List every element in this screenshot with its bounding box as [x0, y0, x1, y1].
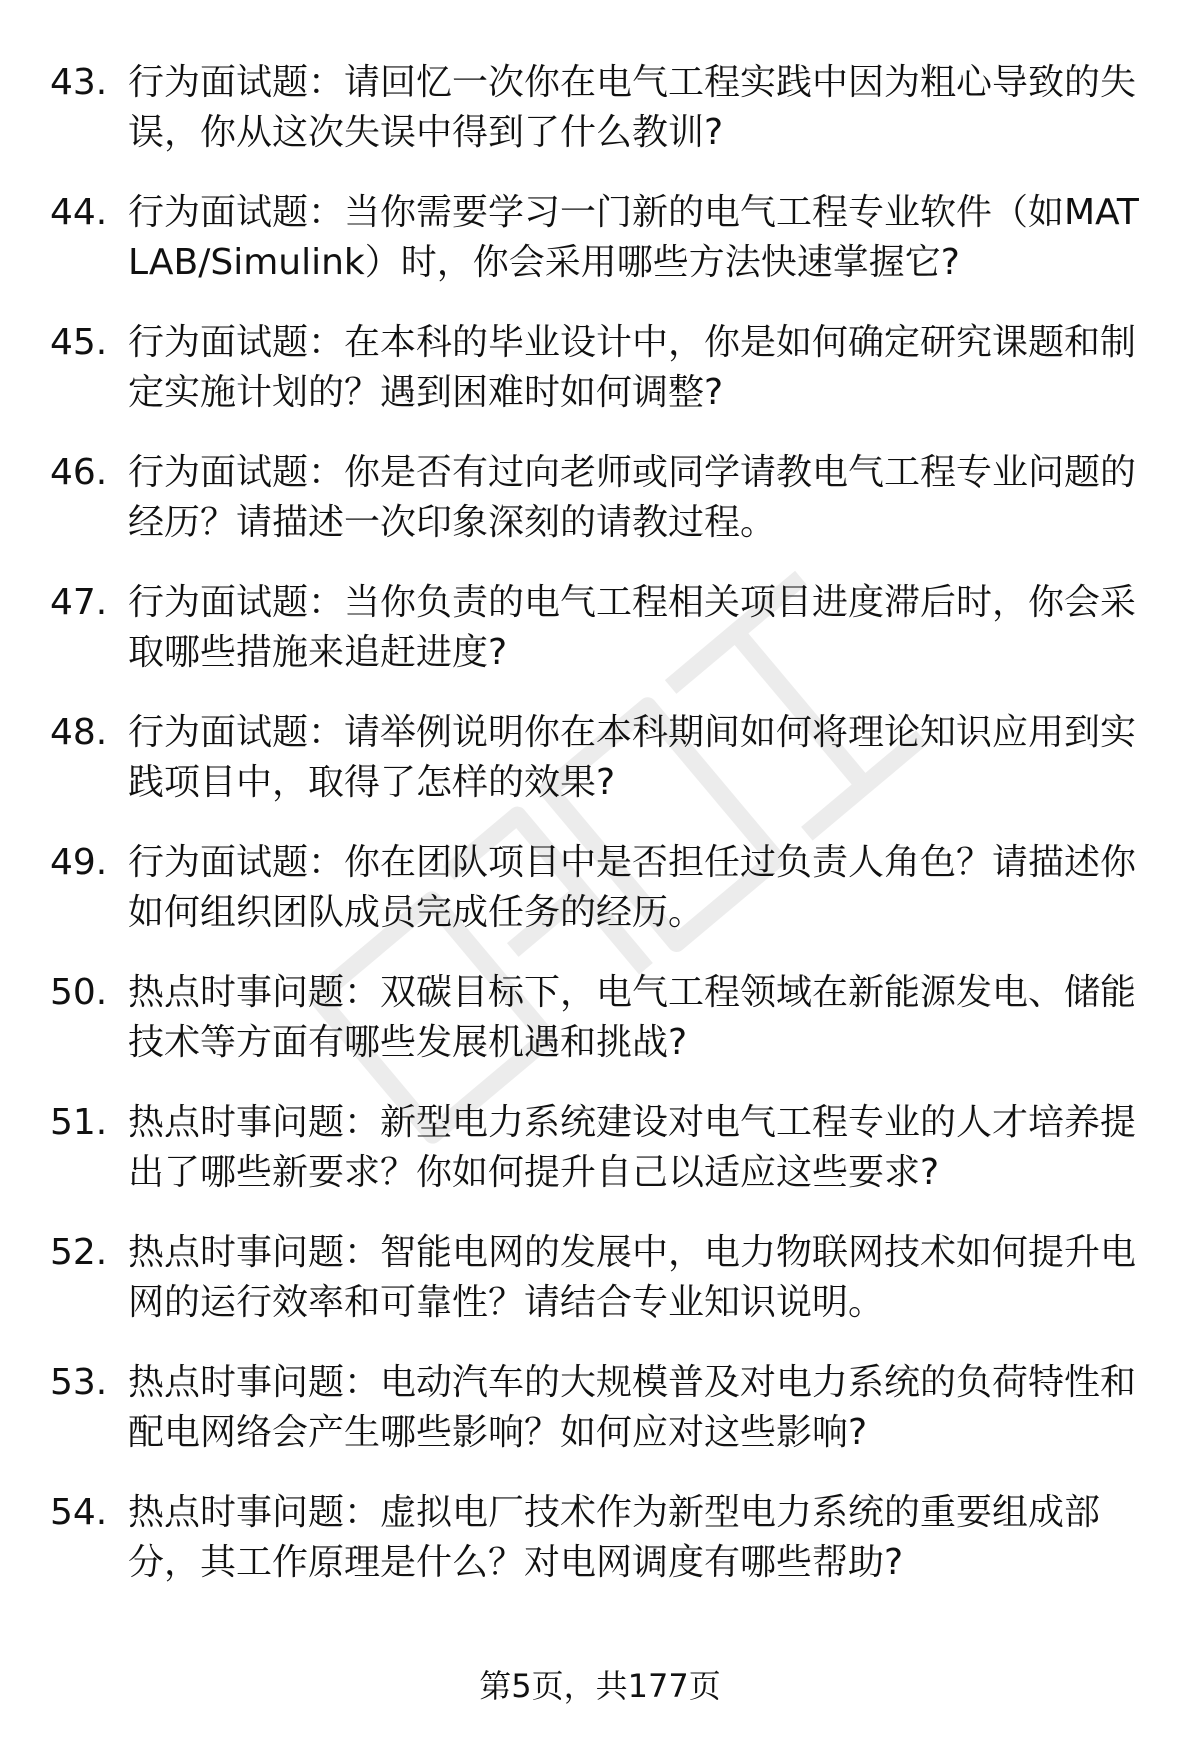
question-item — [0, 708, 1200, 838]
question-item — [0, 318, 1200, 448]
question-text: 行为面试题：请举例说明你在本科期间如何将理论知识应用到实践项目中，取得了怎样的效果? — [128, 712, 1137, 803]
question-number: 47. — [50, 582, 108, 623]
question-number: 48. — [50, 712, 108, 753]
question-number: 54. — [50, 1492, 108, 1533]
question-text: 热点时事问题：新型电力系统建设对电气工程专业的人才培养提出了哪些新要求？你如何提升自己以适应这些要求? — [128, 1102, 1137, 1193]
question-item — [0, 838, 1200, 968]
question-item — [0, 448, 1200, 578]
question-text: 热点时事问题：智能电网的发展中，电力物联网技术如何提升电网的运行效率和可靠性？请结合专业知识说明。 — [128, 1232, 1137, 1323]
question-number: 52. — [50, 1232, 108, 1273]
question-item — [0, 578, 1200, 708]
question-number: 46. — [50, 452, 108, 493]
question-text: 热点时事问题：电动汽车的大规模普及对电力系统的负荷特性和配电网络会产生哪些影响？如何应对这些影响? — [128, 1362, 1137, 1453]
question-number: 49. — [50, 842, 108, 883]
question-text: 行为面试题：请回忆一次你在电气工程实践中因为粗心导致的失误，你从这次失误中得到了什么教训? — [128, 62, 1137, 153]
question-item — [0, 1358, 1200, 1488]
question-number: 53. — [50, 1362, 108, 1403]
question-item — [0, 1098, 1200, 1228]
question-item — [0, 188, 1200, 318]
question-item — [0, 58, 1200, 188]
question-text: 行为面试题：在本科的毕业设计中，你是如何确定研究课题和制定实施计划的？遇到困难时如何调整? — [128, 322, 1137, 413]
question-item — [0, 968, 1200, 1098]
question-item — [0, 1228, 1200, 1358]
question-text: 热点时事问题：虚拟电厂技术作为新型电力系统的重要组成部分，其工作原理是什么？对电网调度有哪些帮助? — [128, 1492, 1101, 1583]
question-number: 43. — [50, 62, 108, 103]
question-text: 行为面试题：你是否有过向老师或同学请教电气工程专业问题的经历？请描述一次印象深刻的请教过程。 — [128, 452, 1137, 543]
question-number: 51. — [50, 1102, 108, 1143]
page-number-footer: 第5页，共177页 — [479, 1667, 721, 1705]
question-text: 热点时事问题：双碳目标下，电气工程领域在新能源发电、储能技术等方面有哪些发展机遇和挑战? — [128, 972, 1137, 1063]
question-number: 44. — [50, 192, 108, 233]
question-text: 行为面试题：当你负责的电气工程相关项目进度滞后时，你会采取哪些措施来追赶进度? — [128, 582, 1137, 673]
question-list — [0, 58, 1200, 1618]
question-item — [0, 1488, 1200, 1618]
question-number: 50. — [50, 972, 108, 1013]
question-text: 行为面试题：当你需要学习一门新的电气工程专业软件（如MATLAB/Simulink）时，你会采用哪些方法快速掌握它? — [128, 192, 1139, 283]
question-text: 行为面试题：你在团队项目中是否担任过负责人角色？请描述你如何组织团队成员完成任务的经历。 — [128, 842, 1137, 933]
question-number: 45. — [50, 322, 108, 363]
